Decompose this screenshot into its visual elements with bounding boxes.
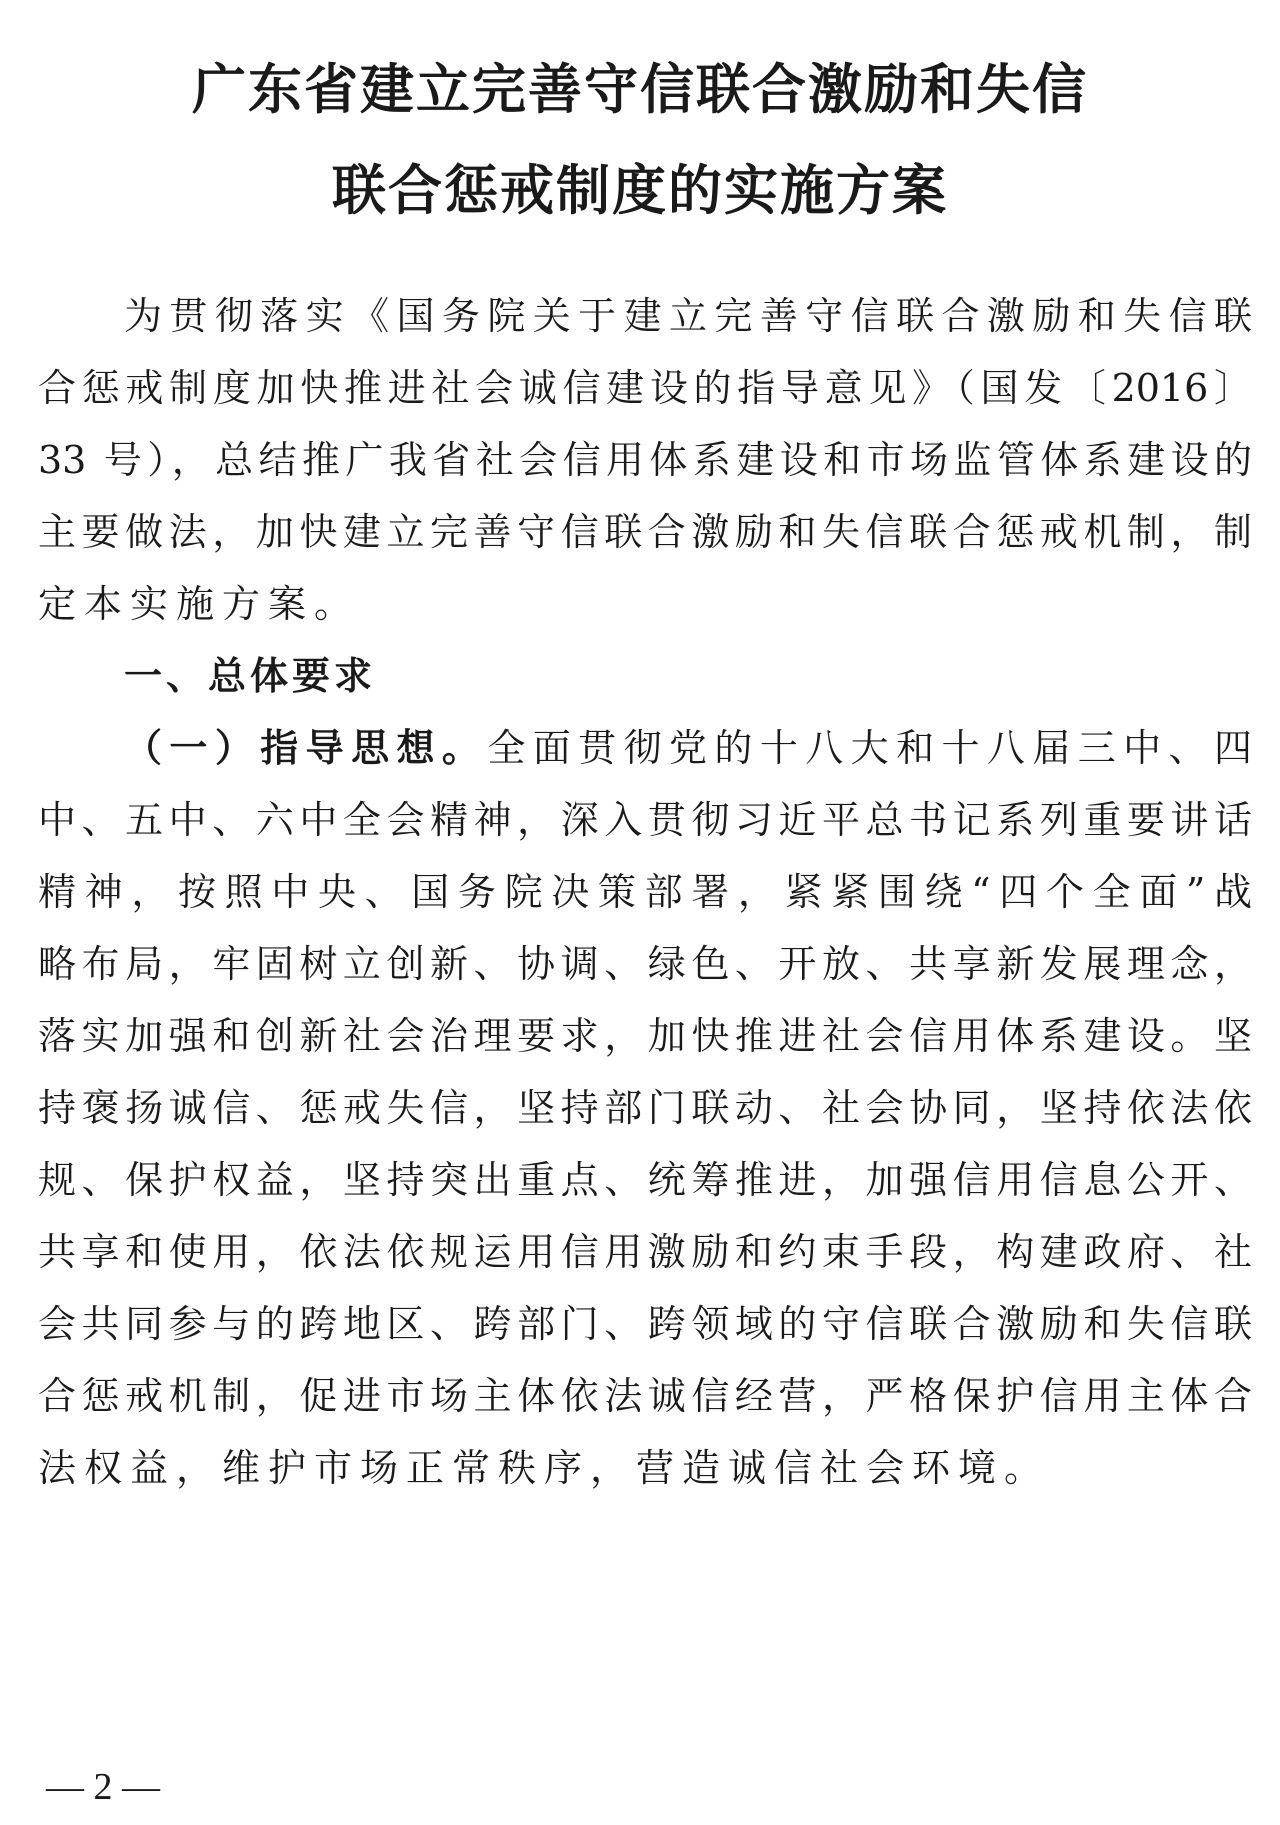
- intro-line: 为贯彻落实《国务院关于建立完善守信联合激励和失信联: [124, 294, 1252, 338]
- subsection-line: 中、五中、六中全会精神，深入贯彻习近平总书记系列重要讲话: [38, 798, 1252, 842]
- intro-line: 主要做法，加快建立完善守信联合激励和失信联合惩戒机制，制: [38, 510, 1252, 554]
- subsection-line: 会共同参与的跨地区、跨部门、跨领域的守信联合激励和失信联: [38, 1302, 1252, 1346]
- intro-line: 33 号），总结推广我省社会信用体系建设和市场监管体系建设的: [38, 438, 1252, 482]
- subsection-line: 法权益，维护市场正常秩序，营造诚信社会环境。: [38, 1446, 1051, 1490]
- intro-line: 定本实施方案。: [38, 582, 361, 626]
- subsection-first-line-text: 全面贯彻党的十八大和十八届三中、四: [487, 726, 1252, 770]
- subsection-first-line: [124, 726, 1252, 770]
- intro-line: 合惩戒制度加快推进社会诚信建设的指导意见》（国发〔2016〕: [38, 366, 1252, 410]
- subsection-line: 合惩戒机制，促进市场主体依法诚信经营，严格保护信用主体合: [38, 1374, 1252, 1418]
- section-heading: 一、总体要求: [124, 654, 377, 698]
- document-title-line-2: 联合惩戒制度的实施方案: [332, 158, 948, 222]
- subsection-lead: （一）指导思想。: [124, 726, 488, 770]
- document-title-line-1: 广东省建立完善守信联合激励和失信: [192, 57, 1088, 121]
- page-number: — 2 —: [46, 1766, 160, 1808]
- subsection-line: 落实加强和创新社会治理要求，加快推进社会信用体系建设。坚: [38, 1014, 1252, 1058]
- subsection-line: 精神，按照中央、国务院决策部署，紧紧围绕“四个全面”战: [38, 870, 1252, 914]
- subsection-line: 略布局，牢固树立创新、协调、绿色、开放、共享新发展理念，: [38, 942, 1252, 986]
- subsection-line: 持褒扬诚信、惩戒失信，坚持部门联动、社会协同，坚持依法依: [38, 1086, 1252, 1130]
- subsection-line: 规、保护权益，坚持突出重点、统筹推进，加强信用信息公开、: [38, 1158, 1252, 1202]
- subsection-line: 共享和使用，依法依规运用信用激励和约束手段，构建政府、社: [38, 1230, 1252, 1274]
